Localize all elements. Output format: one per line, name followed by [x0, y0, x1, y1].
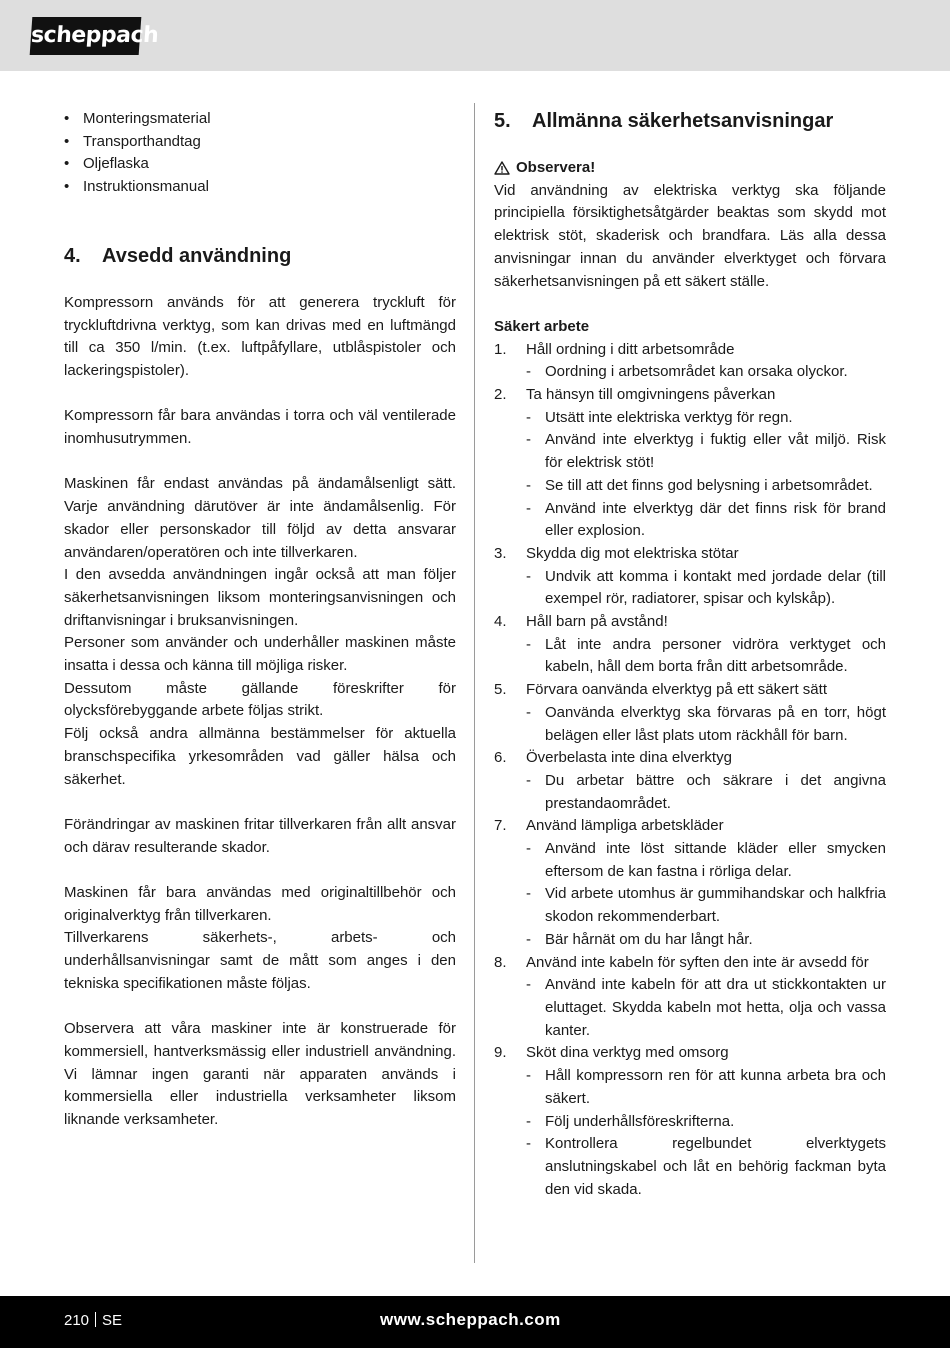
- rule-item: - Låt inte andra personer vidröra verktyget och kabeln, håll dem borta från ditt arbetsområde.: [526, 634, 886, 679]
- safety-rule: [494, 1042, 886, 1201]
- website-url: www.scheppach.com: [380, 1310, 561, 1329]
- rule-items: [526, 974, 886, 1042]
- section-4-heading: [64, 243, 456, 269]
- safety-rule: [494, 815, 886, 951]
- safety-rule: [494, 384, 886, 543]
- rule-number: 6.: [494, 749, 507, 767]
- rule-item: - Du arbetar bättre och säkrare i det angivna prestandaområdet.: [526, 770, 886, 815]
- rule-item: - Använd inte kabeln för att dra ut stickkontakten ur eluttaget. Skydda kabeln mot hetta, olja och vassa kanter.: [526, 974, 886, 1042]
- rule-items: [526, 770, 886, 815]
- left-column: [64, 108, 456, 1132]
- rule-item: - Bär hårnät om du har långt hår.: [526, 929, 886, 952]
- right-column: [494, 108, 886, 1201]
- rule-number: 9.: [494, 1044, 507, 1062]
- safety-rules-list: [494, 339, 886, 1202]
- rule-number: 3.: [494, 544, 507, 562]
- rule-title: Håll barn på avstånd!: [526, 613, 668, 631]
- rule-title: Förvara oanvända elverktyg på ett säkert sätt: [526, 681, 827, 699]
- rule-number: 4.: [494, 613, 507, 631]
- rule-item: - Följ underhållsföreskrifterna.: [526, 1111, 886, 1134]
- paragraph: Maskinen får bara användas med originaltillbehör och originalverktyg från tillverkaren.: [64, 884, 456, 924]
- paragraph: Förändringar av maskinen fritar tillverkaren från allt ansvar och därav resulterande skador.: [64, 815, 456, 856]
- list-item: • Oljeflaska: [64, 153, 456, 176]
- safety-rule: [494, 747, 886, 815]
- warning-triangle-icon: [494, 161, 510, 175]
- rule-title: Använd lämpliga arbetskläder: [526, 817, 724, 835]
- rule-item: - Använd inte elverktyg där det finns risk för brand eller explosion.: [526, 498, 886, 543]
- warning-label: Observera!: [516, 159, 596, 176]
- section-title: Avsedd användning: [102, 244, 292, 267]
- rule-items: [526, 361, 886, 384]
- paragraph: Tillverkarens säkerhets-, arbets- och underhållsanvisningar samt de mått som anges i den tekniska specifikationen måste följas.: [64, 929, 456, 992]
- safety-rule: [494, 952, 886, 1043]
- rule-items: [526, 1065, 886, 1201]
- page-number-area: [64, 1311, 122, 1331]
- rule-item: - Utsätt inte elektriska verktyg för regn.: [526, 407, 886, 430]
- safety-rule: [494, 679, 886, 747]
- rule-item: - Använd inte löst sittande kläder eller smycken eftersom de kan fastna i rörliga delar.: [526, 838, 886, 883]
- rule-number: 8.: [494, 953, 507, 971]
- separator: [95, 1312, 96, 1327]
- paragraph: Kompressorn används för att generera tryckluft för tryckluftdrivna verktyg, som kan drivas med en luftmängd till ca 350 l/min. (t.ex. luftpåfyllare, utblåspistoler och lackeringspistoler).: [64, 293, 456, 379]
- rule-items: [526, 838, 886, 952]
- rule-item: - Håll kompressorn ren för att kunna arbeta bra och säkert.: [526, 1065, 886, 1110]
- rule-title: Överbelasta inte dina elverktyg: [526, 749, 732, 767]
- rule-item: - Se till att det finns god belysning i arbetsområdet.: [526, 475, 886, 498]
- rule-title: Använd inte kabeln för syften den inte är avsedd för: [526, 953, 869, 971]
- warning-text: Vid användning av elektriska verktyg ska följande principiella försiktighetsåtgärder beaktas som skydd mot elektrisk stöt, skaderisk och brandfara. Läs alla dessa anvisningar innan du använder elverktyget och förvara säkerhetsanvisningen på ett säkert ställe.: [494, 181, 886, 290]
- rule-title: Sköt dina verktyg med omsorg: [526, 1044, 729, 1062]
- section-number: 5.: [494, 110, 511, 132]
- list-item: • Monteringsmaterial: [64, 108, 456, 131]
- page-number: 210: [64, 1312, 90, 1329]
- scope-of-delivery-list: [64, 108, 456, 199]
- warning-heading: [494, 157, 886, 180]
- scheppach-logo: scheppach: [30, 17, 142, 55]
- rule-title: Skydda dig mot elektriska stötar: [526, 544, 739, 562]
- rule-title: Ta hänsyn till omgivningens påverkan: [526, 386, 776, 404]
- paragraph: Observera att våra maskiner inte är konstruerade för kommersiell, hantverksmässig eller industriell användning. Vi lämnar ingen garanti när apparaten används i kommersiella eller industriella verksamheter liksom liknande verksamheter.: [64, 1020, 456, 1129]
- rule-number: 5.: [494, 681, 507, 699]
- section-number: 4.: [64, 244, 81, 267]
- section-title: Allmänna säkerhetsanvisningar: [532, 110, 834, 132]
- rule-items: [526, 407, 886, 543]
- rule-item: - Kontrollera regelbundet elverktygets anslutningskabel och låt en behörig fackman byta den vid skada.: [526, 1133, 886, 1201]
- rule-item: - Undvik att komma i kontakt med jordade delar (till exempel rör, radiatorer, spisar och kylskåp).: [526, 566, 886, 611]
- rule-number: 1.: [494, 340, 507, 358]
- page-footer: [0, 1296, 950, 1348]
- rule-number: 7.: [494, 817, 507, 835]
- rule-item: - Använd inte elverktyg i fuktig eller våt miljö. Risk för elektrisk stöt!: [526, 429, 886, 474]
- rule-item: - Vid arbete utomhus är gummihandskar och halkfria skodon rekommenderbart.: [526, 883, 886, 928]
- paragraph: Maskinen får endast användas på ändamålsenligt sätt. Varje användning därutöver är inte ändamålsenlig. För skador eller personskador till följd av detta ansvarar användaren/operatören och inte tillverkaren.: [64, 475, 456, 561]
- rule-items: [526, 702, 886, 747]
- paragraph: I den avsedda användningen ingår också att man följer säkerhetsanvisningen liksom monteringsanvisningen och driftanvisningar i bruksanvisningen.: [64, 566, 456, 629]
- paragraph: Kompressorn får bara användas i torra och väl ventilerade inomhusutrymmen.: [64, 407, 456, 448]
- language-code: SE: [102, 1312, 123, 1329]
- list-item: • Instruktionsmanual: [64, 176, 456, 199]
- rule-item: - Oordning i arbetsområdet kan orsaka olyckor.: [526, 361, 886, 384]
- rule-item: - Oanvända elverktyg ska förvaras på en torr, högt belägen eller låst plats utom räckhåll för barn.: [526, 702, 886, 747]
- section-5-heading: [494, 108, 886, 134]
- rule-items: [526, 566, 886, 611]
- rule-number: 2.: [494, 386, 507, 404]
- safety-rule: [494, 543, 886, 611]
- list-item: • Transporthandtag: [64, 131, 456, 154]
- paragraph: Följ också andra allmänna bestämmelser för aktuella branschspecifika yrkesområden vad gäller hälsa och säkerhet.: [64, 725, 456, 788]
- safe-work-subheading: Säkert arbete: [494, 317, 590, 335]
- paragraph: Personer som använder och underhåller maskinen måste insatta i dessa och känna till möjliga risker.: [64, 634, 456, 675]
- page-header: [0, 0, 950, 71]
- rule-items: [526, 634, 886, 679]
- column-divider: [474, 103, 475, 1263]
- rule-title: Håll ordning i ditt arbetsområde: [526, 340, 735, 358]
- paragraph: Dessutom måste gällande föreskrifter för olycksförebyggande arbete följas strikt.: [64, 679, 456, 720]
- safety-rule: [494, 339, 886, 384]
- safety-rule: [494, 611, 886, 679]
